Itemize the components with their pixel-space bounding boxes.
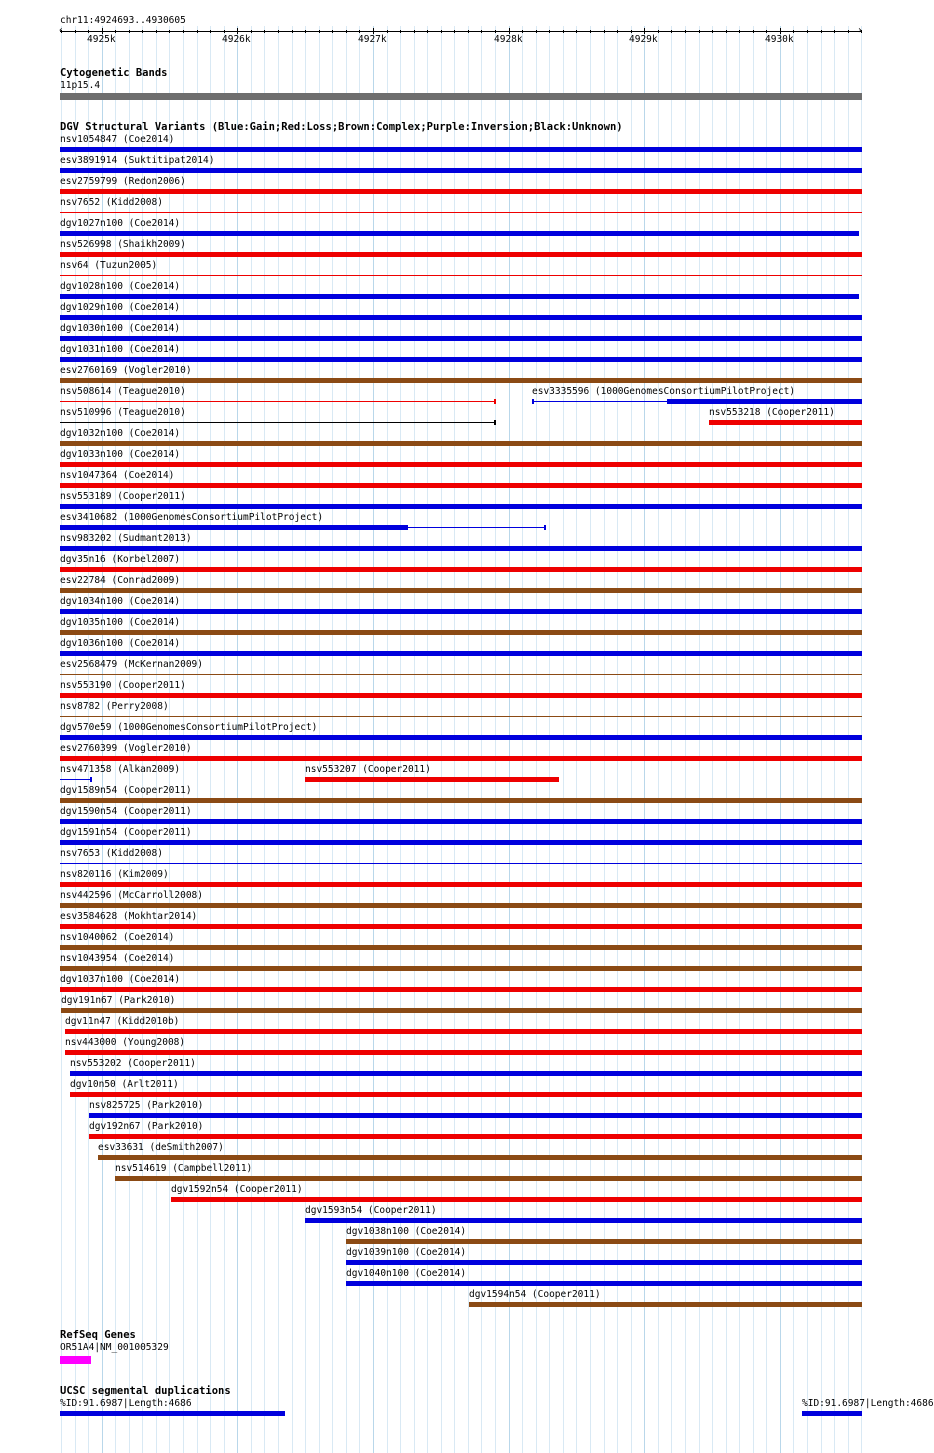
variant-bar[interactable] bbox=[60, 567, 862, 572]
variant-label[interactable]: nsv514619 (Campbell2011) bbox=[115, 1163, 253, 1174]
variant-bar[interactable] bbox=[65, 1029, 862, 1034]
variant-end-tick bbox=[544, 525, 546, 530]
ruler-minor-tick bbox=[753, 30, 754, 33]
variant-bar[interactable] bbox=[60, 546, 862, 551]
variant-bar[interactable] bbox=[346, 1260, 862, 1265]
variant-bar[interactable] bbox=[60, 945, 862, 950]
variant-label[interactable]: nsv553207 (Cooper2011) bbox=[305, 764, 431, 775]
ruler-minor-tick bbox=[699, 30, 700, 33]
variant-end-tick bbox=[90, 777, 92, 782]
variant-bar[interactable] bbox=[65, 1050, 862, 1055]
variant-bar[interactable] bbox=[60, 504, 862, 509]
ruler-minor-tick bbox=[264, 30, 265, 33]
variant-label[interactable]: esv3335596 (1000GenomesConsortiumPilotProject) bbox=[532, 386, 796, 397]
variant-label[interactable]: dgv1035n100 (Coe2014) bbox=[60, 617, 181, 628]
variant-bar[interactable] bbox=[60, 189, 862, 194]
variant-bar[interactable] bbox=[60, 378, 862, 383]
ruler-tick-label: 4930k bbox=[765, 34, 794, 45]
ruler-tick-label: 4925k bbox=[87, 34, 116, 45]
ruler-minor-tick bbox=[807, 30, 808, 33]
ruler-minor-tick bbox=[115, 30, 116, 33]
variant-bar[interactable] bbox=[60, 483, 862, 488]
ruler-minor-tick bbox=[441, 30, 442, 33]
variant-end-tick bbox=[494, 399, 496, 404]
variant-bar[interactable] bbox=[60, 252, 862, 257]
ruler-minor-tick bbox=[183, 30, 184, 33]
ruler-tick-label: 4926k bbox=[222, 34, 251, 45]
ruler-right-arrow: › bbox=[857, 25, 863, 36]
variant-label[interactable]: dgv10n50 (Arlt2011) bbox=[70, 1079, 179, 1090]
variant-label[interactable]: dgv1038n100 (Coe2014) bbox=[346, 1226, 467, 1237]
variant-label[interactable]: dgv11n47 (Kidd2010b) bbox=[65, 1016, 180, 1027]
variant-line[interactable] bbox=[60, 716, 862, 717]
cytoband-bar[interactable] bbox=[60, 93, 862, 100]
variant-bar[interactable] bbox=[60, 798, 862, 803]
variant-label[interactable]: dgv1591n54 (Cooper2011) bbox=[60, 827, 192, 838]
variant-label[interactable]: nsv526998 (Shaikh2009) bbox=[60, 239, 186, 250]
ruler-minor-tick bbox=[834, 30, 835, 33]
variant-bar[interactable] bbox=[60, 693, 862, 698]
variant-label[interactable]: nsv442596 (McCarroll2008) bbox=[60, 890, 203, 901]
variant-label[interactable]: dgv570e59 (1000GenomesConsortiumPilotProject) bbox=[60, 722, 318, 733]
ruler-minor-tick bbox=[658, 30, 659, 33]
variant-bar[interactable] bbox=[60, 231, 859, 236]
variant-bar[interactable] bbox=[60, 735, 862, 740]
ruler-minor-tick bbox=[400, 30, 401, 33]
variant-line[interactable] bbox=[60, 674, 862, 675]
cytoband-track-title: Cytogenetic Bands bbox=[60, 67, 168, 79]
variant-bar[interactable] bbox=[60, 840, 862, 845]
variant-bar[interactable] bbox=[171, 1197, 862, 1202]
variant-label[interactable]: dgv1594n54 (Cooper2011) bbox=[469, 1289, 601, 1300]
ruler-minor-tick bbox=[387, 30, 388, 33]
ruler-minor-tick bbox=[129, 30, 130, 33]
variant-label[interactable]: dgv1036n100 (Coe2014) bbox=[60, 638, 181, 649]
variant-label[interactable]: dgv1031n100 (Coe2014) bbox=[60, 344, 181, 355]
variant-bar[interactable] bbox=[70, 1071, 862, 1076]
variant-line[interactable] bbox=[60, 401, 495, 402]
variant-label[interactable]: nsv510996 (Teague2010) bbox=[60, 407, 186, 418]
ruler-minor-tick bbox=[278, 30, 279, 33]
ruler-minor-tick bbox=[739, 30, 740, 33]
ruler-tick-label: 4929k bbox=[629, 34, 658, 45]
ruler-tick-label: 4928k bbox=[494, 34, 523, 45]
variant-start-tick bbox=[532, 399, 534, 404]
variant-label[interactable]: esv2568479 (McKernan2009) bbox=[60, 659, 203, 670]
variant-bar[interactable] bbox=[346, 1281, 862, 1286]
variant-label[interactable]: nsv825725 (Park2010) bbox=[89, 1100, 204, 1111]
variant-label[interactable]: dgv1589n54 (Cooper2011) bbox=[60, 785, 192, 796]
variant-block[interactable] bbox=[60, 525, 408, 530]
variant-label[interactable]: dgv1034n100 (Coe2014) bbox=[60, 596, 181, 607]
variant-label[interactable]: dgv192n67 (Park2010) bbox=[89, 1121, 204, 1132]
ruler-minor-tick bbox=[563, 30, 564, 33]
variant-bar[interactable] bbox=[60, 987, 862, 992]
ruler-minor-tick bbox=[793, 30, 794, 33]
variant-label[interactable]: esv22784 (Conrad2009) bbox=[60, 575, 181, 586]
variant-label[interactable]: nsv1043954 (Coe2014) bbox=[60, 953, 175, 964]
variant-label[interactable]: nsv1054847 (Coe2014) bbox=[60, 134, 175, 145]
segdup-bar[interactable] bbox=[802, 1411, 862, 1416]
ruler-minor-tick bbox=[414, 30, 415, 33]
ruler-minor-tick bbox=[169, 30, 170, 33]
ruler-minor-tick bbox=[631, 30, 632, 33]
ruler-minor-tick bbox=[319, 30, 320, 33]
ruler-minor-tick bbox=[468, 30, 469, 33]
ruler-minor-tick bbox=[848, 30, 849, 33]
ruler-minor-tick bbox=[75, 30, 76, 33]
variant-bar[interactable] bbox=[60, 630, 862, 635]
variant-label[interactable]: nsv508614 (Teague2010) bbox=[60, 386, 186, 397]
ruler-tick-label: 4927k bbox=[358, 34, 387, 45]
variant-line[interactable] bbox=[60, 863, 862, 864]
variant-line[interactable] bbox=[60, 212, 862, 213]
variant-label[interactable]: dgv1040n100 (Coe2014) bbox=[346, 1268, 467, 1279]
variant-bar[interactable] bbox=[60, 315, 862, 320]
variant-line[interactable] bbox=[60, 275, 862, 276]
variant-bar[interactable] bbox=[60, 903, 862, 908]
variant-label[interactable]: nsv1040062 (Coe2014) bbox=[60, 932, 175, 943]
variant-line[interactable] bbox=[60, 422, 495, 423]
variant-bar[interactable] bbox=[60, 147, 862, 152]
ruler-minor-tick bbox=[766, 30, 767, 33]
variant-label[interactable]: nsv471358 (Alkan2009) bbox=[60, 764, 181, 775]
gene-label[interactable]: OR51A4|NM_001005329 bbox=[60, 1342, 169, 1353]
ruler-minor-tick bbox=[142, 30, 143, 33]
variant-label[interactable]: dgv1032n100 (Coe2014) bbox=[60, 428, 181, 439]
variant-label[interactable]: dgv1033n100 (Coe2014) bbox=[60, 449, 181, 460]
ruler-minor-tick bbox=[590, 30, 591, 33]
ruler-minor-tick bbox=[156, 30, 157, 33]
ruler-left-arrow: ‹ bbox=[58, 25, 64, 36]
variant-bar[interactable] bbox=[60, 588, 862, 593]
ruler-minor-tick bbox=[88, 30, 89, 33]
variant-label[interactable]: nsv553202 (Cooper2011) bbox=[70, 1058, 196, 1069]
ruler-axis bbox=[60, 31, 862, 32]
variant-label[interactable]: dgv1590n54 (Cooper2011) bbox=[60, 806, 192, 817]
variant-bar[interactable] bbox=[469, 1302, 862, 1307]
variant-label[interactable]: esv2760399 (Vogler2010) bbox=[60, 743, 192, 754]
ruler-minor-tick bbox=[359, 30, 360, 33]
cytoband-label: 11p15.4 bbox=[60, 80, 101, 91]
variant-label[interactable]: esv33631 (deSmith2007) bbox=[98, 1142, 224, 1153]
ruler-minor-tick bbox=[522, 30, 523, 33]
ruler-minor-tick bbox=[197, 30, 198, 33]
variant-bar[interactable] bbox=[60, 609, 862, 614]
refseq-track-title: RefSeq Genes bbox=[60, 1329, 136, 1341]
ruler-minor-tick bbox=[576, 30, 577, 33]
ruler-minor-tick bbox=[481, 30, 482, 33]
variant-label[interactable]: nsv553218 (Cooper2011) bbox=[709, 407, 835, 418]
variant-label[interactable]: nsv7652 (Kidd2008) bbox=[60, 197, 163, 208]
variant-label[interactable]: dgv1027n100 (Coe2014) bbox=[60, 218, 181, 229]
ruler-minor-tick bbox=[495, 30, 496, 33]
variant-label[interactable]: dgv1592n54 (Cooper2011) bbox=[171, 1184, 303, 1195]
variant-bar[interactable] bbox=[60, 168, 862, 173]
ruler-minor-tick bbox=[617, 30, 618, 33]
segdup-track-title: UCSC segmental duplications bbox=[60, 1385, 231, 1397]
variant-bar[interactable] bbox=[60, 336, 862, 341]
variant-label[interactable]: nsv553190 (Cooper2011) bbox=[60, 680, 186, 691]
variant-label[interactable]: nsv8782 (Perry2008) bbox=[60, 701, 169, 712]
variant-bar[interactable] bbox=[346, 1239, 862, 1244]
variant-end-tick bbox=[494, 420, 496, 425]
variant-bar[interactable] bbox=[89, 1134, 862, 1139]
segdup-bar[interactable] bbox=[60, 1411, 285, 1416]
variant-label[interactable]: nsv443000 (Young2008) bbox=[65, 1037, 186, 1048]
variant-bar[interactable] bbox=[98, 1155, 862, 1160]
variant-bar[interactable] bbox=[305, 1218, 862, 1223]
variant-bar[interactable] bbox=[70, 1092, 862, 1097]
variant-label[interactable]: nsv7653 (Kidd2008) bbox=[60, 848, 163, 859]
variant-label[interactable]: dgv1593n54 (Cooper2011) bbox=[305, 1205, 437, 1216]
variant-label[interactable]: nsv820116 (Kim2009) bbox=[60, 869, 169, 880]
ruler-minor-tick bbox=[549, 30, 550, 33]
variant-line[interactable] bbox=[60, 779, 91, 780]
ruler-position-label: chr11:4924693..4930605 bbox=[60, 15, 186, 26]
variant-label[interactable]: dgv1030n100 (Coe2014) bbox=[60, 323, 181, 334]
variant-label[interactable]: nsv64 (Tuzun2005) bbox=[60, 260, 158, 271]
variant-bar[interactable] bbox=[89, 1113, 862, 1118]
gene-bar[interactable] bbox=[60, 1356, 91, 1364]
variant-bar[interactable] bbox=[60, 756, 862, 761]
ruler-minor-tick bbox=[332, 30, 333, 33]
ruler-minor-tick bbox=[671, 30, 672, 33]
segdup-label[interactable]: %ID:91.6987|Length:4686 bbox=[802, 1398, 934, 1409]
variant-bar[interactable] bbox=[60, 441, 862, 446]
variant-bar[interactable] bbox=[61, 1008, 862, 1013]
ruler-minor-tick bbox=[454, 30, 455, 33]
variant-label[interactable]: dgv1037n100 (Coe2014) bbox=[60, 974, 181, 985]
variant-bar[interactable] bbox=[305, 777, 559, 782]
ruler-minor-tick bbox=[346, 30, 347, 33]
ruler-minor-tick bbox=[685, 30, 686, 33]
variant-label[interactable]: dgv1039n100 (Coe2014) bbox=[346, 1247, 467, 1258]
variant-label[interactable]: dgv1028n100 (Coe2014) bbox=[60, 281, 181, 292]
variant-label[interactable]: esv3410682 (1000GenomesConsortiumPilotProject) bbox=[60, 512, 324, 523]
ruler-minor-tick bbox=[251, 30, 252, 33]
variant-label[interactable]: esv3584628 (Mokhtar2014) bbox=[60, 911, 198, 922]
ruler-minor-tick bbox=[536, 30, 537, 33]
variant-label[interactable]: esv2760169 (Vogler2010) bbox=[60, 365, 192, 376]
ruler-minor-tick bbox=[292, 30, 293, 33]
ruler-minor-tick bbox=[224, 30, 225, 33]
variant-bar[interactable] bbox=[709, 420, 862, 425]
ruler-minor-tick bbox=[821, 30, 822, 33]
variant-bar[interactable] bbox=[115, 1176, 862, 1181]
variant-label[interactable]: esv3891914 (Suktitipat2014) bbox=[60, 155, 215, 166]
variant-bar[interactable] bbox=[60, 462, 862, 467]
variant-label[interactable]: esv2759799 (Redon2006) bbox=[60, 176, 186, 187]
variant-label[interactable]: nsv983202 (Sudmant2013) bbox=[60, 533, 192, 544]
variant-bar[interactable] bbox=[60, 294, 859, 299]
variant-label[interactable]: dgv1029n100 (Coe2014) bbox=[60, 302, 181, 313]
variant-bar[interactable] bbox=[60, 966, 862, 971]
ruler-minor-tick bbox=[210, 30, 211, 33]
variant-label[interactable]: dgv35n16 (Korbel2007) bbox=[60, 554, 181, 565]
variant-bar[interactable] bbox=[60, 357, 862, 362]
ruler-minor-tick bbox=[305, 30, 306, 33]
variant-bar[interactable] bbox=[60, 819, 862, 824]
variant-bar[interactable] bbox=[60, 924, 862, 929]
ruler-minor-tick bbox=[427, 30, 428, 33]
variant-label[interactable]: nsv1047364 (Coe2014) bbox=[60, 470, 175, 481]
ruler-minor-tick bbox=[726, 30, 727, 33]
ruler-minor-tick bbox=[604, 30, 605, 33]
dgv-track-title: DGV Structural Variants (Blue:Gain;Red:Loss;Brown:Complex;Purple:Inversion;Black:Unknown) bbox=[60, 121, 623, 133]
segdup-label[interactable]: %ID:91.6987|Length:4686 bbox=[60, 1398, 192, 1409]
ruler-minor-tick bbox=[712, 30, 713, 33]
variant-bar[interactable] bbox=[60, 651, 862, 656]
variant-label[interactable]: nsv553189 (Cooper2011) bbox=[60, 491, 186, 502]
variant-bar[interactable] bbox=[60, 882, 862, 887]
variant-label[interactable]: dgv191n67 (Park2010) bbox=[61, 995, 176, 1006]
variant-block[interactable] bbox=[667, 399, 862, 404]
